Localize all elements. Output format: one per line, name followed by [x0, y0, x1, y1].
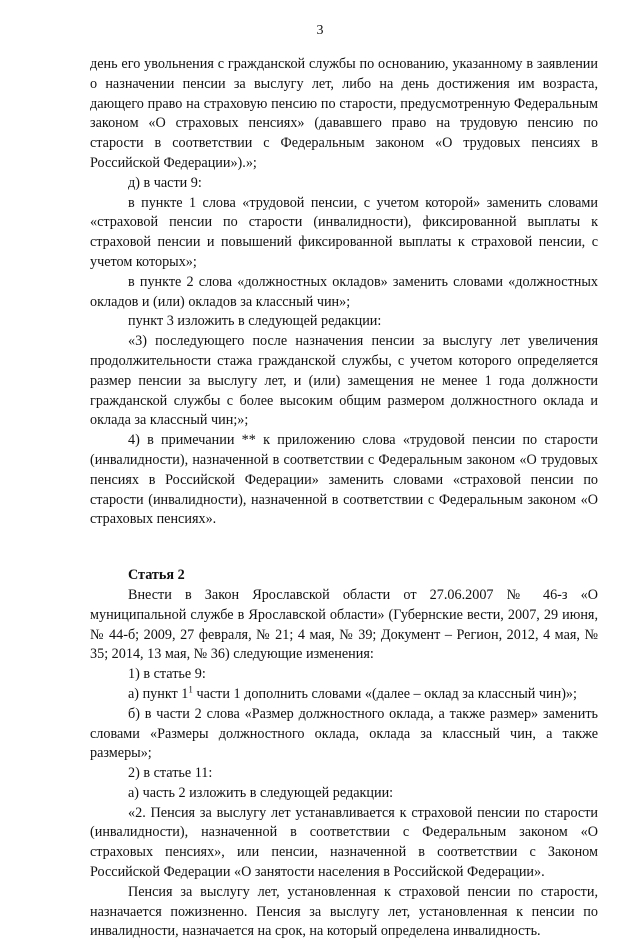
paragraph: д) в части 9:	[128, 174, 202, 191]
paragraph: пункт 3 изложить в следующей редакции:	[128, 313, 382, 330]
paragraph-group-mid	[90, 586, 598, 685]
paragraph-group-after	[90, 705, 598, 942]
superscript-number: 1	[188, 684, 193, 695]
article-heading: Статья 2	[128, 567, 185, 584]
paragraph: 4) в примечании ** к приложению слова «трудовой пенсии по старости (инвалидности), назначенной в соответствии с Федеральным законом «О трудовых пенсиях в Российской Федерации» заменить словами «страховой пенсии по старости (инвалидности), назначенной в соответствии с Федеральным законом «О страховых пенсиях».	[90, 432, 598, 528]
paragraph-text-after-sup: части 1 дополнить словами «(далее – оклад за классный чин)»;	[192, 685, 577, 702]
paragraph: 2) в статье 11:	[128, 765, 213, 782]
page-number: 3	[316, 23, 324, 38]
paragraph: а) часть 2 изложить в следующей редакции:	[128, 784, 394, 801]
document-body	[90, 55, 598, 942]
paragraph-with-superscript	[90, 685, 598, 705]
paragraph-group-before	[90, 55, 598, 530]
paragraph: 1) в статье 9:	[128, 666, 206, 683]
paragraph: Внести в Закон Ярославской области от 27.06.2007 № 46-з «О муниципальной службе в Ярославской области» (Губернские вести, 2007, 29 июня, № 44-б; 2009, 27 февраля, № 21; 4 мая, № 39; Документ – Регион, 2012, 4 мая, № 35; 2014, 13 мая, № 36) следующие изменения:	[90, 586, 598, 663]
paragraph: в пункте 2 слова «должностных окладов» заменить словами «должностных окладов и (или) окладов за классный чин»;	[90, 273, 598, 310]
paragraph: день его увольнения с гражданской службы по основанию, указанному в заявлении о назначении пенсии за выслугу лет, либо на день достижения им возраста, дающего право на страховую пенсию по старости, предусмотренную Федеральным законом «О страховых пенсиях» (дававшего право на трудовую пенсию по старости в соответствии с Федеральным законом «О трудовых пенсиях в Российской Федерации»).»;	[90, 56, 598, 171]
paragraph-text-before-sup: а) пункт 1	[128, 685, 189, 702]
paragraph: б) в части 2 слова «Размер должностного оклада, а также размер» заменить словами «Размеры должностного оклада, оклада за классный чин, а также размеры»;	[90, 705, 598, 762]
paragraph: «3) последующего после назначения пенсии за выслугу лет увеличения продолжительности стажа гражданской службы, с учетом которого определяется размер пенсии за выслугу лет, и (или) замещения не менее 1 года должности гражданской службы с более высоким общим размером должностного оклада и оклада за классный чин;»;	[90, 333, 598, 429]
paragraph: «2. Пенсия за выслугу лет устанавливается к страховой пенсии по старости (инвалидности), назначенной в соответствии с Федеральным законом «О страховых пенсиях», или пенсии, назначенной в соответствии с Законом Российской Федерации «О занятости населения в Российской Федерации».	[90, 804, 598, 881]
paragraph: в пункте 1 слова «трудовой пенсии, с учетом которой» заменить словами «страховой пенсии по старости (инвалидности), фиксированной выплаты к страховой пенсии и повышений фиксированной выплаты к страховой пенсии, с учетом которых»;	[90, 194, 598, 270]
section-gap	[90, 530, 598, 566]
paragraph: Пенсия за выслугу лет, установленная к страховой пенсии по старости, назначается пожизненно. Пенсия за выслугу лет, установленная к пенсии по инвалидности, назначается на срок, на который определена инвалидность.	[90, 883, 598, 940]
